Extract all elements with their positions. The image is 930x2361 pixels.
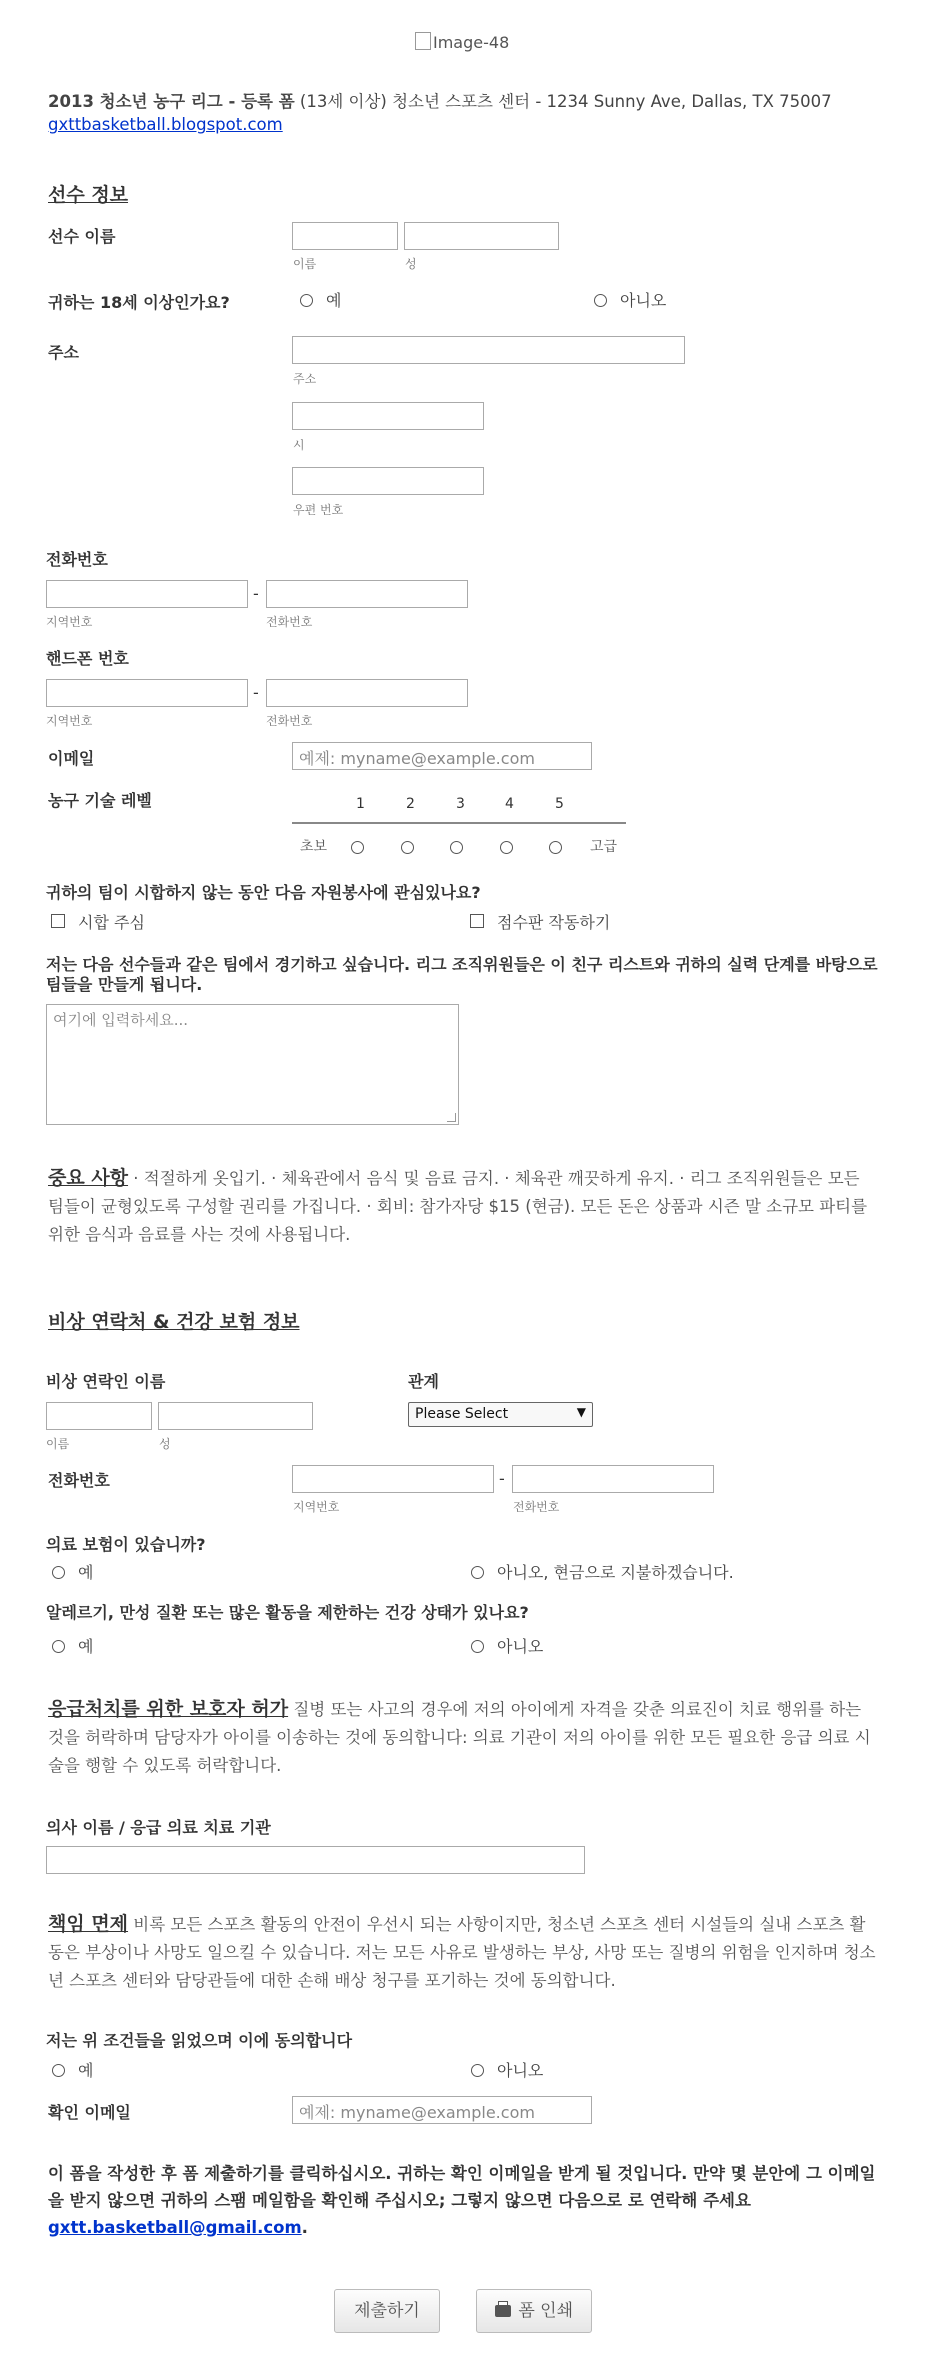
liability-waiver-text: 비록 모든 스포츠 활동의 안전이 우선시 되는 사항이지만, 청소년 스포츠 센터 시설들의 실내 스포츠 활동은 부상이나 사망도 일으킬 수 있습니다. 저는 모든 사유로 발생하는 부상, 사망 또는 질병의 위험을 인지하며 청소년 스포츠 센터와 담당관들에 대한 손해 배상 청구를 포기하는 것에 동의합니다. <box>48 1915 876 1990</box>
email-input[interactable]: 예제: myname@example.com <box>292 742 592 770</box>
broken-image-icon <box>415 32 431 50</box>
emergency-contact-label: 비상 연락인 이름 <box>46 1372 166 1391</box>
agree-no-label: 아니오 <box>497 2061 544 2080</box>
submit-button[interactable] <box>334 2289 440 2333</box>
emergency-first-sublabel: 이름 <box>46 1437 70 1451</box>
skill-scale <box>292 790 626 870</box>
submit-instructions <box>48 2160 878 2241</box>
friends-placeholder: 여기에 입력하세요... <box>53 1011 188 1029</box>
agree-yes-radio[interactable] <box>52 2064 65 2077</box>
over18-yes-radio[interactable] <box>300 294 313 307</box>
cell-label: 핸드폰 번호 <box>46 649 129 668</box>
skill-level-4: 4 <box>505 796 514 812</box>
player-section-title: 선수 정보 <box>48 184 129 206</box>
insurance-question: 의료 보험이 있습니까? <box>46 1535 206 1554</box>
liability-waiver-title: 책임 면제 <box>48 1913 129 1935</box>
health-no-label: 아니오 <box>497 1637 544 1656</box>
skill-divider <box>292 822 626 824</box>
insurance-yes-radio[interactable] <box>52 1566 65 1579</box>
skill-level-2: 2 <box>406 796 415 812</box>
insurance-no-label: 아니오, 현금으로 지불하겠습니다. <box>497 1563 734 1582</box>
confirm-email-label: 확인 이메일 <box>48 2103 131 2122</box>
submit-instructions-text: 이 폼을 작성한 후 폼 제출하기를 클릭하십시오. 귀하는 확인 이메일을 받게 될 것입니다. 만약 몇 분안에 그 이메일을 받지 않으면 귀하의 스팸 메일함을 확인해 주십시오; 그렇지 않으면 다음으로 로 연락해 주세요 <box>48 2164 876 2210</box>
city-input[interactable] <box>292 402 484 430</box>
skill-label: 농구 기술 레벨 <box>48 791 152 810</box>
resize-handle-icon[interactable] <box>447 1113 456 1122</box>
over18-label: 귀하는 18세 이상인가요? <box>48 293 230 312</box>
email-label: 이메일 <box>48 749 95 768</box>
last-name-sublabel: 성 <box>405 257 417 271</box>
first-name-sublabel: 이름 <box>293 257 317 271</box>
health-yes-label: 예 <box>78 1637 94 1656</box>
skill-radio-5[interactable] <box>549 841 562 854</box>
friends-question: 저는 다음 선수들과 같은 팀에서 경기하고 싶습니다. 리그 조직위원들은 이 친구 리스트와 귀하의 실력 단계를 바탕으로 팀들을 만들게 됩니다. <box>46 955 878 994</box>
chevron-down-icon: ▼ <box>576 1405 586 1419</box>
guardian-consent-title: 응급처치를 위한 보호자 허가 <box>48 1698 289 1720</box>
form-title-rest: (13세 이상) 청소년 스포츠 센터 - 1234 Sunny Ave, Dallas, TX 75007 <box>299 92 832 111</box>
important-title: 중요 사항 <box>48 1167 129 1189</box>
skill-low-label: 초보 <box>300 839 328 855</box>
print-button[interactable] <box>476 2289 592 2333</box>
skill-level-3: 3 <box>456 796 465 812</box>
emergency-phone-label: 전화번호 <box>48 1471 110 1490</box>
header-image: Image-48 <box>415 32 509 52</box>
contact-email-link[interactable]: gxtt.basketball@gmail.com <box>48 2218 302 2237</box>
cell-area-input[interactable] <box>46 679 248 707</box>
emergency-section-title: 비상 연락처 & 건강 보험 정보 <box>48 1311 300 1333</box>
website-link[interactable]: gxttbasketball.blogspot.com <box>48 115 283 134</box>
volunteer-scoreboard-checkbox[interactable] <box>470 914 484 928</box>
instructions-period: . <box>301 2218 308 2237</box>
over18-yes-label: 예 <box>326 291 342 310</box>
relation-select[interactable] <box>408 1402 593 1427</box>
insurance-no-radio[interactable] <box>471 1566 484 1579</box>
zip-sublabel: 우편 번호 <box>293 503 344 517</box>
cell-number-input[interactable] <box>266 679 468 707</box>
form-title <box>48 88 832 112</box>
player-name-label: 선수 이름 <box>48 227 116 246</box>
cell-number-sublabel: 전화번호 <box>266 714 313 728</box>
cell-dash: - <box>253 683 259 702</box>
submit-button-label: 제출하기 <box>354 2301 420 2321</box>
form-title-bold: 2013 청소년 농구 리그 - 등록 폼 <box>48 92 295 111</box>
skill-radio-2[interactable] <box>401 841 414 854</box>
important-notice <box>48 1164 872 1249</box>
phone-label: 전화번호 <box>46 550 108 569</box>
zip-input[interactable] <box>292 467 484 495</box>
street-sublabel: 주소 <box>293 372 317 386</box>
emergency-phone-number-input[interactable] <box>512 1465 714 1493</box>
emergency-number-sublabel: 전화번호 <box>513 1500 560 1514</box>
guardian-consent <box>48 1695 876 1780</box>
skill-radio-3[interactable] <box>450 841 463 854</box>
agree-label: 저는 위 조건들을 읽었으며 이에 동의합니다 <box>46 2031 353 2050</box>
volunteer-scoreboard-label: 점수판 작동하기 <box>497 913 611 932</box>
printer-icon <box>495 2305 511 2317</box>
volunteer-referee-label: 시합 주심 <box>78 913 145 932</box>
health-question: 알레르기, 만성 질환 또는 많은 활동을 제한하는 건강 상태가 있나요? <box>46 1603 529 1622</box>
important-text: · 적절하게 옷입기. · 체육관에서 음식 및 음료 금지. · 체육관 깨끗하게 유지. · 리그 조직위원들은 모든 팀들이 균형있도록 구성할 권리를 가집니다. · 회비: 참가자당 $15 (현금). 모든 돈은 상품과 시즌 말 소규모 파티를 위한 음식과 음료를 사는 것에 사용됩니다. <box>48 1169 868 1244</box>
friends-textarea[interactable] <box>46 1004 459 1125</box>
agree-no-radio[interactable] <box>471 2064 484 2077</box>
doctor-input[interactable] <box>46 1846 585 1874</box>
emergency-first-name-input[interactable] <box>46 1402 152 1430</box>
phone-number-sublabel: 전화번호 <box>266 615 313 629</box>
street-address-input[interactable] <box>292 336 685 364</box>
phone-area-sublabel: 지역번호 <box>46 615 93 629</box>
phone-area-input[interactable] <box>46 580 248 608</box>
phone-number-input[interactable] <box>266 580 468 608</box>
emergency-area-sublabel: 지역번호 <box>293 1500 340 1514</box>
over18-no-radio[interactable] <box>594 294 607 307</box>
liability-waiver <box>48 1910 880 1995</box>
cell-area-sublabel: 지역번호 <box>46 714 93 728</box>
skill-level-1: 1 <box>356 796 365 812</box>
city-sublabel: 시 <box>293 438 305 452</box>
player-first-name-input[interactable] <box>292 222 398 250</box>
emergency-last-sublabel: 성 <box>159 1437 171 1451</box>
emergency-last-name-input[interactable] <box>158 1402 313 1430</box>
relation-label: 관계 <box>408 1372 439 1391</box>
skill-radio-4[interactable] <box>500 841 513 854</box>
doctor-label: 의사 이름 / 응급 의료 치료 기관 <box>46 1818 271 1837</box>
over18-no-label: 아니오 <box>620 291 667 310</box>
skill-high-label: 고급 <box>590 839 618 855</box>
emergency-phone-dash: - <box>499 1469 505 1488</box>
skill-radio-1[interactable] <box>351 841 364 854</box>
health-no-radio[interactable] <box>471 1640 484 1653</box>
relation-selected-value: Please Select <box>415 1406 509 1422</box>
print-button-label: 폼 인쇄 <box>518 2301 574 2321</box>
confirm-email-input[interactable]: 예제: myname@example.com <box>292 2096 592 2124</box>
address-label: 주소 <box>48 343 79 362</box>
player-last-name-input[interactable] <box>404 222 559 250</box>
guardian-consent-text: 질병 또는 사고의 경우에 저의 아이에게 자격을 갖춘 의료진이 치료 행위를 하는 것을 허락하며 담당자가 아이를 이송하는 것에 동의합니다: 의료 기관이 저의 아이를 위한 모든 필요한 응급 의료 시술을 행할 수 있도록 허락합니다. <box>48 1700 871 1775</box>
volunteer-referee-checkbox[interactable] <box>51 914 65 928</box>
emergency-phone-area-input[interactable] <box>292 1465 494 1493</box>
skill-level-5: 5 <box>555 796 564 812</box>
agree-yes-label: 예 <box>78 2061 94 2080</box>
insurance-yes-label: 예 <box>78 1563 94 1582</box>
phone-dash: - <box>253 584 259 603</box>
health-yes-radio[interactable] <box>52 1640 65 1653</box>
volunteer-question: 귀하의 팀이 시합하지 않는 동안 다음 자원봉사에 관심있나요? <box>46 883 481 902</box>
